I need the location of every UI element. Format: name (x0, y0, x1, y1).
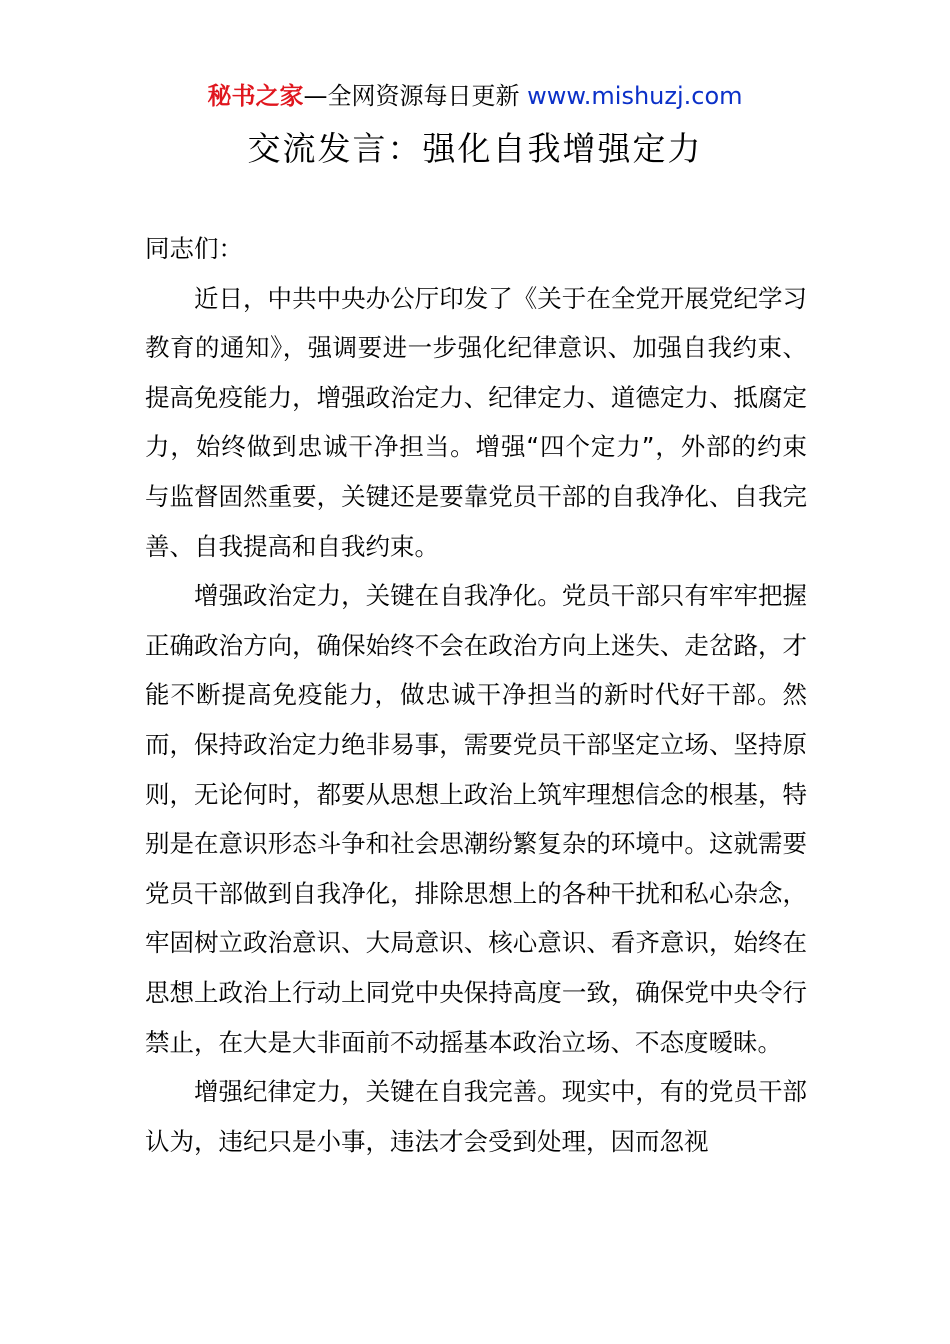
header-url-link[interactable]: www.mishuzj.com (527, 82, 743, 110)
document-body (145, 224, 807, 1166)
site-header (0, 78, 950, 114)
document-title: 交流发言：强化自我增强定力 (247, 129, 703, 168)
header-tagline: —全网资源每日更新 (303, 82, 528, 110)
paragraph-1: 近日，中共中央办公厅印发了《关于在全党开展党纪学习教育的通知》，强调要进一步强化纪律意识、加强自我约束、提高免疫能力，增强政治定力、纪律定力、道德定力、抵腐定力，始终做到忠诚干净担当。增强“四个定力”，外部的约束与监督固然重要，关键还是要靠党员干部的自我净化、自我完善、自我提高和自我约束。 (145, 283, 807, 561)
salutation: 同志们： (145, 234, 243, 263)
paragraph-2: 增强政治定力，关键在自我净化。党员干部只有牢牢把握正确政治方向，确保始终不会在政治方向上迷失、走岔路，才能不断提高免疫能力，做忠诚干净担当的新时代好干部。然而，保持政治定力绝非易事，需要党员干部坚定立场、坚持原则，无论何时，都要从思想上政治上筑牢理想信念的根基，特别是在意识形态斗争和社会思潮纷繁复杂的环境中。这就需要党员干部做到自我净化，排除思想上的各种干扰和私心杂念，牢固树立政治意识、大局意识、核心意识、看齐意识，始终在思想上政治上行动上同党中央保持高度一致，确保党中央令行禁止，在大是大非面前不动摇基本政治立场、不态度暧昧。 (145, 581, 807, 1057)
paragraph-3: 增强纪律定力，关键在自我完善。现实中，有的党员干部认为，违纪只是小事，违法才会受到处理，因而忽视 (145, 1077, 807, 1156)
brand-name: 秘书之家 (207, 82, 304, 110)
